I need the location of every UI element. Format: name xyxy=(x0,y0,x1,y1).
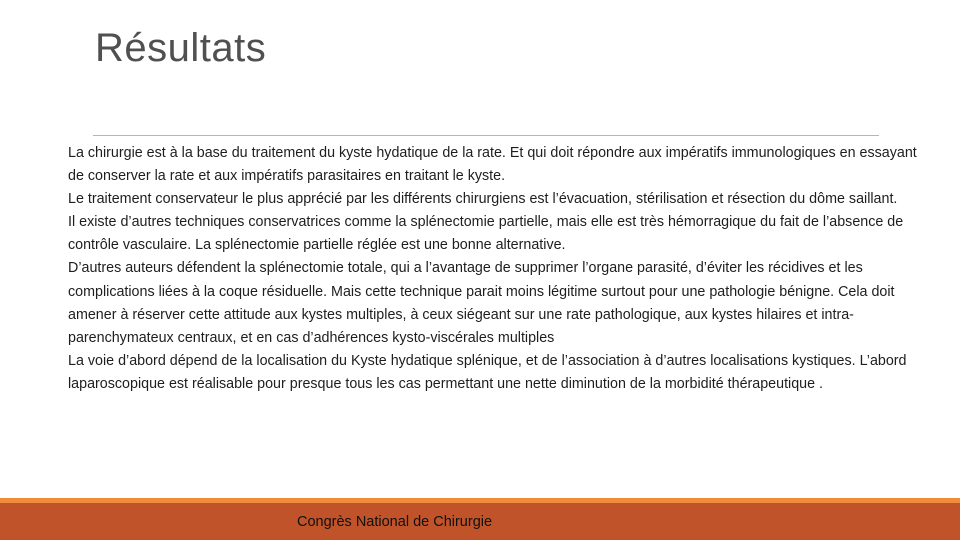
title-divider xyxy=(93,135,879,136)
body-paragraph: La voie d’abord dépend de la localisation du Kyste hydatique splénique, et de l’association à d’autres localisations kystiques. L’abord laparoscopique est réalisable pour presque tous les cas permettant une nette diminution de la morbidité thérapeutique . xyxy=(68,352,907,392)
body-paragraph: La chirurgie est à la base du traitement du kyste hydatique de la rate. Et qui doit répondre aux impératifs immunologiques en essayant de conserver la rate et aux impératifs parasitaires en traitant le kyste. xyxy=(68,145,917,185)
slide-title: Résultats xyxy=(95,26,267,70)
body-paragraph: Le traitement conservateur le plus apprécié par les différents chirurgiens est l’évacuation, stérilisation et résection du dôme saillant. xyxy=(68,191,898,208)
body-paragraph: D’autres auteurs défendent la splénectomie totale, qui a l’avantage de supprimer l’organe parasité, d’éviter les récidives et les complications liées à la coque résiduelle. Mais cette technique parait moins légitime surtout pour une pathologie bénigne. Cela doit amener à réserver cette attitude aux kystes multiples, à ceux siégeant sur une rate pathologique, aux kystes hilaires et intra-parenchymateux centraux, et en cas d’adhérences kysto-viscérales multiples xyxy=(68,260,895,346)
footer-text: Congrès National de Chirurgie xyxy=(297,514,493,530)
body-paragraph: Il existe d’autres techniques conservatrices comme la splénectomie partielle, mais elle est très hémorragique du fait de l’absence de contrôle vasculaire. La splénectomie partielle réglée est une bonne alternative. xyxy=(68,214,904,254)
slide-body xyxy=(68,142,934,396)
